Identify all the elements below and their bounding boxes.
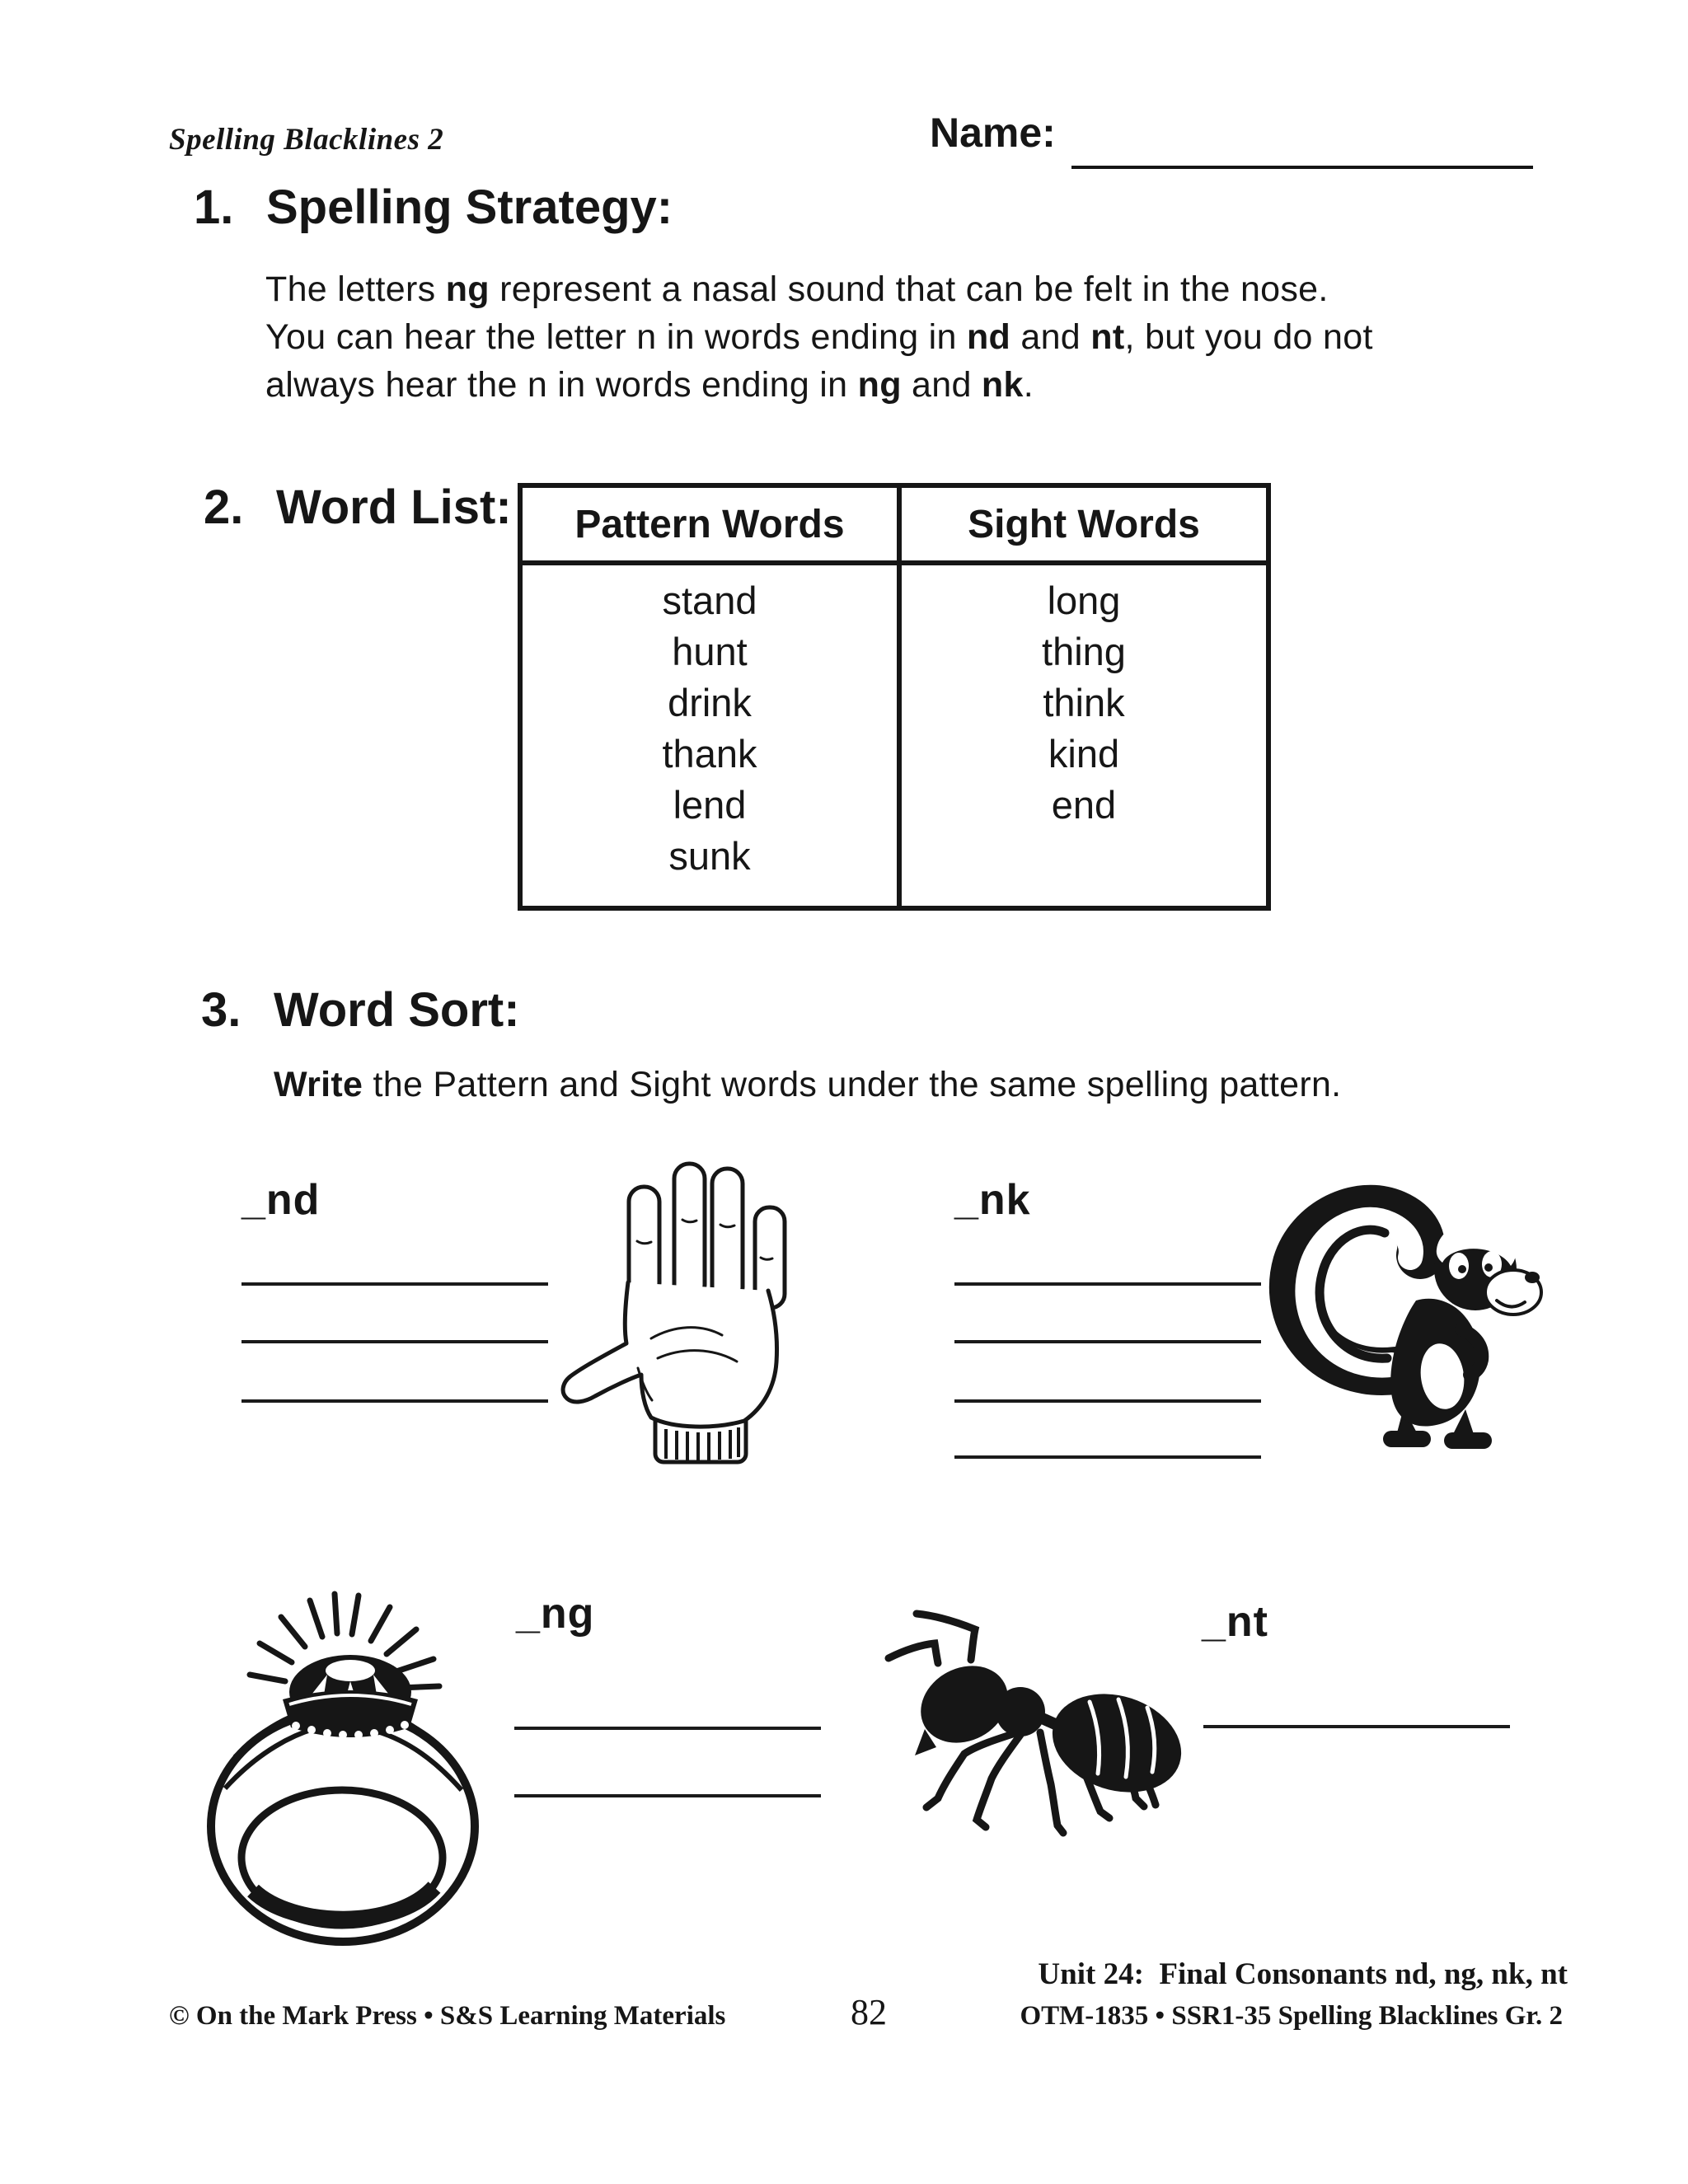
- pattern-word: hunt: [672, 630, 748, 673]
- booklet-title: Spelling Blacklines 2: [169, 123, 444, 157]
- section-number: 1.: [194, 180, 234, 234]
- name-write-line[interactable]: [1071, 166, 1533, 169]
- ng-blank-line-2[interactable]: [514, 1794, 821, 1797]
- hand-icon: [559, 1152, 794, 1472]
- sight-word: thing: [1042, 630, 1126, 673]
- nt-blank-line-1[interactable]: [1203, 1725, 1510, 1728]
- sight-word: long: [1047, 579, 1121, 622]
- pattern-word: thank: [662, 732, 757, 776]
- pattern-word: lend: [673, 783, 747, 827]
- sight-word: think: [1043, 681, 1125, 724]
- section-3-heading: [201, 982, 520, 1038]
- category-label-nt: _nt: [1202, 1598, 1268, 1646]
- pattern-word: stand: [662, 579, 757, 622]
- sight-words-header: Sight Words: [968, 502, 1200, 546]
- name-label: Name:: [930, 110, 1056, 156]
- section-title: Word Sort:: [274, 983, 520, 1037]
- nk-blank-line-2[interactable]: [954, 1340, 1261, 1343]
- pattern-word: sunk: [668, 834, 751, 878]
- page-number: 82: [851, 1992, 887, 2032]
- ng-blank-line-1[interactable]: [514, 1727, 821, 1730]
- unit-title: Unit 24: Final Consonants nd, ng, nk, nt: [1038, 1957, 1568, 1991]
- nk-blank-line-4[interactable]: [954, 1455, 1261, 1459]
- product-code: OTM-1835 • SSR1-35 Spelling Blacklines Gr. 2: [1020, 2001, 1563, 2031]
- word-sort-instruction: Write the Pattern and Sight words under the same spelling pattern.: [274, 1065, 1342, 1104]
- category-label-nk: _nk: [954, 1176, 1031, 1224]
- category-label-nd: _nd: [241, 1176, 321, 1224]
- word-list-header-row: [523, 488, 1266, 565]
- category-label-ng: _ng: [516, 1590, 595, 1638]
- nd-blank-line-1[interactable]: [241, 1282, 548, 1286]
- section-2-heading: [204, 480, 512, 535]
- strategy-line-1: The letters ng represent a nasal sound that can be felt in the nose.: [265, 269, 1329, 309]
- strategy-line-2: You can hear the letter n in words ending in nd and nt, but you do not: [265, 317, 1373, 357]
- nd-blank-line-2[interactable]: [241, 1340, 548, 1343]
- copyright-text: © On the Mark Press • S&S Learning Materials: [169, 2001, 726, 2031]
- ant-icon: [882, 1607, 1199, 1867]
- strategy-paragraph: [265, 265, 1518, 409]
- strategy-line-3: always hear the n in words ending in ng and nk.: [265, 365, 1034, 405]
- word-list-table: [518, 483, 1271, 911]
- section-title: Spelling Strategy:: [266, 180, 673, 234]
- nk-blank-line-3[interactable]: [954, 1399, 1261, 1403]
- word-list-body: [523, 565, 1266, 906]
- sight-word: kind: [1048, 732, 1120, 776]
- nd-blank-line-3[interactable]: [241, 1399, 548, 1403]
- skunk-icon: [1259, 1177, 1548, 1453]
- section-title: Word List:: [276, 480, 512, 534]
- pattern-words-header: Pattern Words: [523, 488, 902, 560]
- sight-words-column: [902, 565, 1266, 906]
- pattern-word: drink: [668, 681, 752, 724]
- ring-icon: [202, 1584, 486, 1947]
- section-number: 3.: [201, 983, 241, 1037]
- sight-word: end: [1051, 783, 1117, 827]
- section-1-heading: [194, 180, 673, 235]
- nk-blank-line-1[interactable]: [954, 1282, 1261, 1286]
- section-number: 2.: [204, 480, 244, 534]
- pattern-words-column: [523, 565, 902, 906]
